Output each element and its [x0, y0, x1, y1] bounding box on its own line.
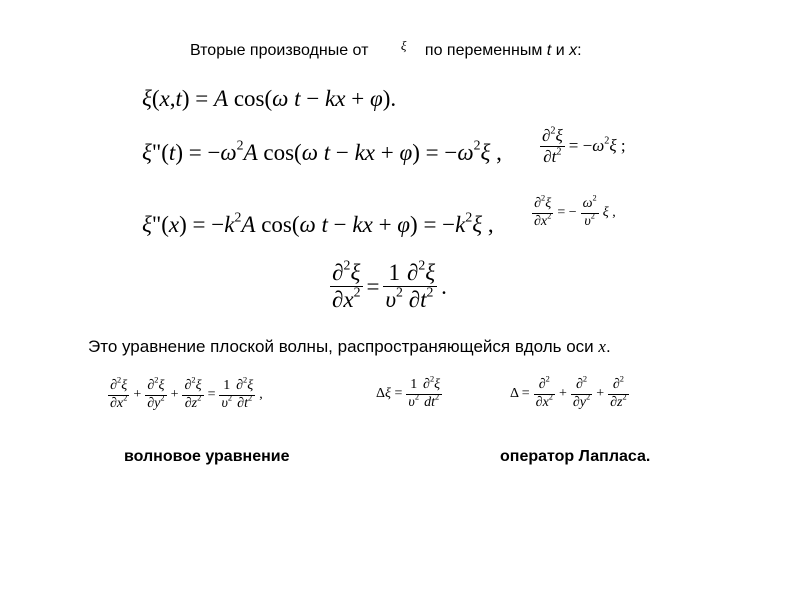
header-var-t: t — [546, 42, 552, 59]
equation-laplace-operator: Δ = $\frac{\partial^2}{\partial x^2}$ + $\frac{\partial^2}{\partial y^2}$ + $\frac{\partial^2}{\partial z^2}$ — [510, 374, 627, 410]
header-prefix: Вторые производные от — [190, 42, 369, 59]
plane-wave-sentence — [88, 337, 611, 357]
equation-laplace-form: Δξ = $\frac{1}{\upsilon^2}$ $\frac{\partial^2\xi}{dt^2}$ — [376, 374, 441, 410]
header-colon: : — [577, 42, 582, 59]
xi-symbol: ξ — [400, 38, 407, 53]
label-wave-equation: волновое уравнение — [124, 448, 290, 465]
header-line — [190, 38, 582, 60]
equation-plane-wave: $\frac{\partial^2\xi}{\partial x^2}$ = $\frac{1}{\upsilon^2}$ $\frac{\partial^2\xi}{\partial t^2}$ . — [332, 257, 447, 313]
header-var-x: x — [569, 42, 578, 59]
equation-partial-x: $\frac{\partial^2\xi}{\partial x^2}$ = − $\frac{\omega^2}{\upsilon^2}$ ξ , — [534, 193, 616, 229]
sentence-end: . — [605, 337, 611, 356]
sentence-main: Это уравнение плоской волны, распространяющейся вдоль оси — [88, 337, 594, 356]
equation-wave-3d: $\frac{\partial^2\xi}{\partial x^2}$ + $\frac{\partial^2\xi}{\partial y^2}$ + $\frac{\partial^2\xi}{\partial z^2}$ = $\frac{1}{\upsilon^2}$ $\frac{\partial^2\xi}{\partial t^2}$ , — [110, 375, 263, 411]
equation-second-deriv-x: ξ"(x) = $-k^2A$ cos(ω t − kx + $\varphi) = -k^2\xi$ , — [142, 209, 494, 237]
equation-second-deriv-t: ξ"(t) = $-\omega^2A$ cos(ω t − kx + $\varphi) = -\omega^2\xi$ , — [142, 137, 502, 165]
equation-partial-t: $\frac{\partial^2\xi}{\partial t^2}$ = $-\omega^2\xi$ ; — [542, 125, 626, 166]
equation-wave-function: ξ(x,t) = A cos(ω t − kx + φ). — [142, 86, 397, 111]
header-conj: и — [555, 42, 565, 59]
header-suffix: по переменным — [424, 42, 543, 59]
label-laplace-operator: оператор Лапласа. — [500, 448, 651, 465]
sentence-var: x — [598, 337, 606, 356]
